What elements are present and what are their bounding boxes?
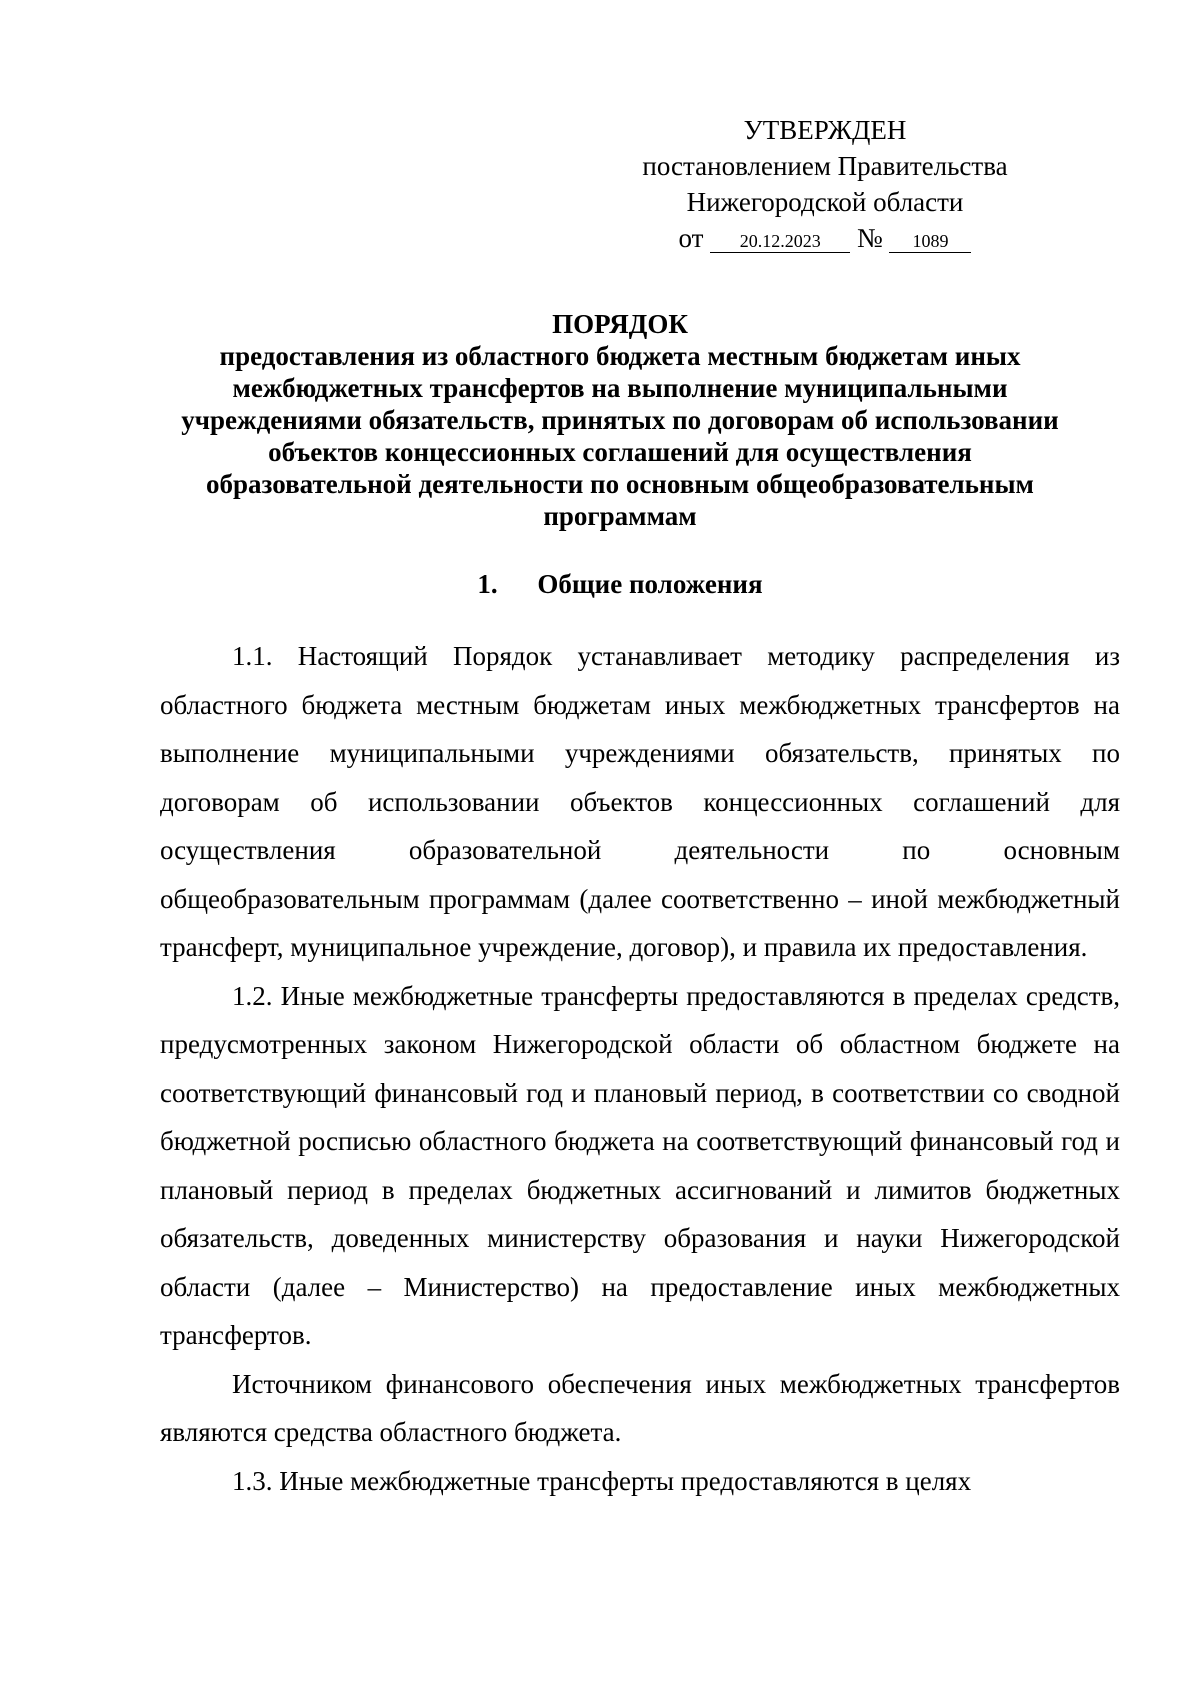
- paragraph: 1.3. Иные межбюджетные трансферты предоставляются в целях: [232, 1465, 972, 1496]
- paragraph: 1.2. Иные межбюджетные трансферты предоставляются в пределах средств, предусмотренных законом Нижегородской области об областном бюджете на соответствующий финансовый год и плановый период, в соответствии со сводной бюджетной росписью областного бюджета на соответствующий финансовый год и плановый период в пределах бюджетных ассигнований и лимитов бюджетных обязательств, доведенных министерству образования и науки Нижегородской области (далее – Министерство) на предоставление иных межбюджетных трансфертов.: [160, 980, 1120, 1350]
- title-line: предоставления из областного бюджета местным бюджетам иных: [219, 341, 1021, 371]
- number-sign: №: [856, 223, 883, 253]
- title-line: программам: [543, 501, 697, 531]
- decree-date: 20.12.2023: [710, 230, 850, 253]
- decree-label: постановлением Правительства: [642, 151, 1008, 181]
- section-number: 1.: [477, 569, 498, 599]
- region-label: Нижегородской области: [686, 187, 964, 217]
- paragraph: 1.1. Настоящий Порядок устанавливает методику распределения из областного бюджета местным бюджетам иных межбюджетных трансфертов на выполнение муниципальными учреждениями обязательств, принятых по договорам об использовании объектов концессионных соглашений для осуществления образовательной деятельности по основным общеобразовательным программам (далее соответственно – иной межбюджетный трансферт, муниципальное учреждение, договор), и правила их предоставления.: [160, 641, 1120, 962]
- title-line: межбюджетных трансфертов на выполнение муниципальными: [232, 373, 1008, 403]
- approved-label: УТВЕРЖДЕН: [743, 115, 907, 145]
- from-label: от: [678, 223, 704, 253]
- section-heading: [150, 568, 1090, 600]
- paragraph: Источником финансового обеспечения иных межбюджетных трансфертов являются средства областного бюджета.: [160, 1368, 1120, 1447]
- title-line: учреждениями обязательств, принятых по договорам об использовании: [181, 405, 1059, 435]
- date-number-line: [630, 220, 1020, 256]
- decree-number: 1089: [889, 230, 971, 253]
- document-title-block: [150, 308, 1090, 532]
- document-title: ПОРЯДОК: [552, 309, 688, 339]
- section-title: Общие положения: [537, 569, 763, 599]
- title-line: образовательной деятельности по основным общеобразовательным: [206, 469, 1034, 499]
- document-body: [160, 632, 1120, 1505]
- title-line: объектов концессионных соглашений для осуществления: [268, 437, 972, 467]
- approval-stamp: [630, 112, 1020, 256]
